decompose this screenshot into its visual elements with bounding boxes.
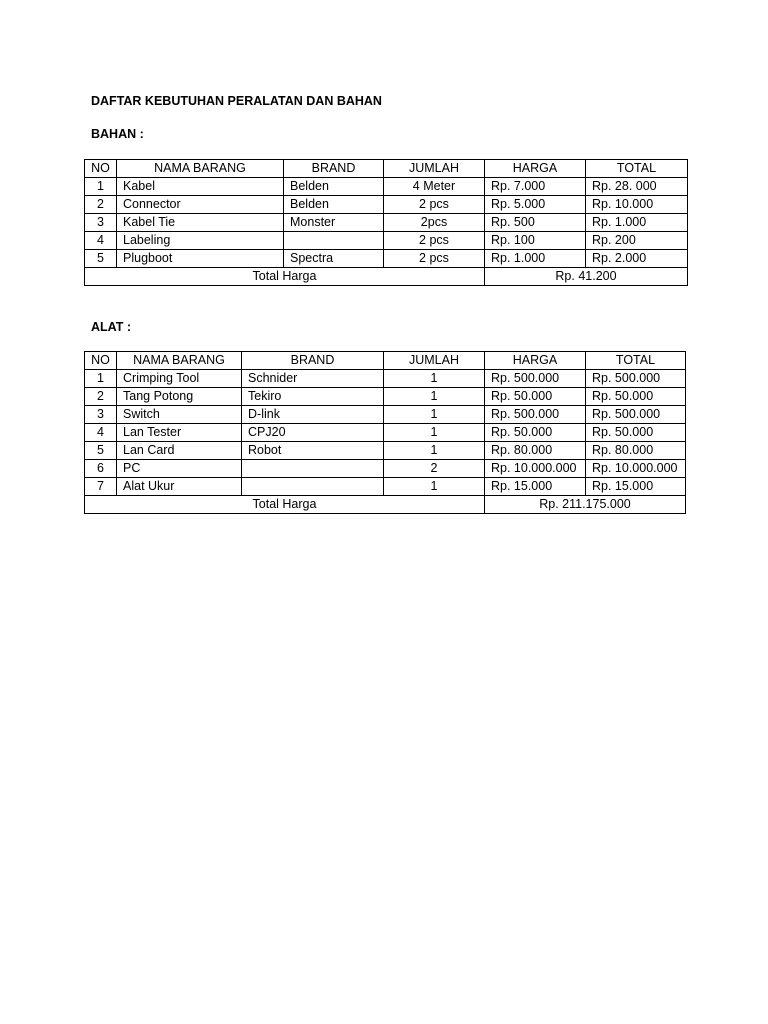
cell-brand: Belden [284, 178, 384, 196]
cell-jumlah: 2 [384, 460, 485, 478]
cell-total: Rp. 50.000 [586, 424, 686, 442]
cell-total: Rp. 2.000 [586, 250, 688, 268]
cell-jumlah: 2 pcs [384, 196, 485, 214]
cell-harga: Rp. 10.000.000 [485, 460, 586, 478]
cell-brand: Belden [284, 196, 384, 214]
cell-total: Rp. 200 [586, 232, 688, 250]
table-row [85, 442, 686, 460]
cell-total: Rp. 10.000 [586, 196, 688, 214]
cell-harga: Rp. 5.000 [485, 196, 586, 214]
header-cell-nama-barang: NAMA BARANG [117, 160, 284, 178]
section-heading-alat: ALAT : [91, 320, 132, 334]
cell-nama-barang: Connector [117, 196, 284, 214]
table-row [85, 460, 686, 478]
cell-brand: CPJ20 [242, 424, 384, 442]
cell-nama-barang: Plugboot [117, 250, 284, 268]
cell-harga: Rp. 7.000 [485, 178, 586, 196]
table-row [85, 232, 688, 250]
cell-nama-barang: Kabel [117, 178, 284, 196]
header-cell-harga: HARGA [485, 352, 586, 370]
cell-total: Rp. 28. 000 [586, 178, 688, 196]
table-row [85, 406, 686, 424]
cell-total: Rp. 1.000 [586, 214, 688, 232]
cell-jumlah: 1 [384, 370, 485, 388]
cell-total: Rp. 500.000 [586, 370, 686, 388]
bahan-table [84, 159, 688, 286]
cell-harga: Rp. 500.000 [485, 406, 586, 424]
header-cell-harga: HARGA [485, 160, 586, 178]
header-cell-jumlah: JUMLAH [384, 352, 485, 370]
cell-jumlah: 2pcs [384, 214, 485, 232]
header-cell-no: NO [85, 160, 117, 178]
cell-no: 2 [85, 388, 117, 406]
table-row [85, 196, 688, 214]
cell-harga: Rp. 100 [485, 232, 586, 250]
total-row [85, 268, 688, 286]
cell-brand [242, 460, 384, 478]
total-value: Rp. 41.200 [485, 268, 688, 286]
total-label: Total Harga [85, 268, 485, 286]
cell-harga: Rp. 15.000 [485, 478, 586, 496]
cell-no: 1 [85, 178, 117, 196]
cell-jumlah: 4 Meter [384, 178, 485, 196]
cell-no: 3 [85, 406, 117, 424]
header-cell-brand: BRAND [284, 160, 384, 178]
header-cell-nama-barang: NAMA BARANG [117, 352, 242, 370]
cell-nama-barang: Switch [117, 406, 242, 424]
cell-jumlah: 1 [384, 478, 485, 496]
cell-jumlah: 2 pcs [384, 250, 485, 268]
cell-no: 4 [85, 232, 117, 250]
cell-no: 5 [85, 442, 117, 460]
cell-no: 7 [85, 478, 117, 496]
cell-nama-barang: PC [117, 460, 242, 478]
header-cell-no: NO [85, 352, 117, 370]
cell-jumlah: 2 pcs [384, 232, 485, 250]
cell-nama-barang: Lan Card [117, 442, 242, 460]
cell-brand: Robot [242, 442, 384, 460]
table-row [85, 178, 688, 196]
cell-brand [284, 232, 384, 250]
cell-jumlah: 1 [384, 442, 485, 460]
cell-jumlah: 1 [384, 388, 485, 406]
header-cell-total: TOTAL [586, 352, 686, 370]
cell-no: 2 [85, 196, 117, 214]
cell-jumlah: 1 [384, 406, 485, 424]
total-value: Rp. 211.175.000 [485, 496, 686, 514]
cell-jumlah: 1 [384, 424, 485, 442]
cell-no: 3 [85, 214, 117, 232]
table-header-row [85, 160, 688, 178]
table-row [85, 250, 688, 268]
cell-harga: Rp. 50.000 [485, 388, 586, 406]
cell-harga: Rp. 500.000 [485, 370, 586, 388]
cell-no: 4 [85, 424, 117, 442]
table-header-row [85, 352, 686, 370]
cell-brand: Monster [284, 214, 384, 232]
cell-no: 6 [85, 460, 117, 478]
cell-no: 1 [85, 370, 117, 388]
cell-harga: Rp. 500 [485, 214, 586, 232]
cell-brand: Spectra [284, 250, 384, 268]
total-label: Total Harga [85, 496, 485, 514]
header-cell-total: TOTAL [586, 160, 688, 178]
cell-nama-barang: Tang Potong [117, 388, 242, 406]
cell-brand [242, 478, 384, 496]
cell-total: Rp. 50.000 [586, 388, 686, 406]
cell-no: 5 [85, 250, 117, 268]
cell-nama-barang: Crimping Tool [117, 370, 242, 388]
section-heading-bahan: BAHAN : [91, 127, 144, 141]
alat-table [84, 351, 686, 514]
cell-harga: Rp. 50.000 [485, 424, 586, 442]
cell-brand: Tekiro [242, 388, 384, 406]
header-cell-brand: BRAND [242, 352, 384, 370]
cell-brand: Schnider [242, 370, 384, 388]
table-row [85, 214, 688, 232]
table-row [85, 424, 686, 442]
table-row [85, 370, 686, 388]
cell-nama-barang: Kabel Tie [117, 214, 284, 232]
cell-total: Rp. 80.000 [586, 442, 686, 460]
cell-brand: D-link [242, 406, 384, 424]
cell-total: Rp. 10.000.000 [586, 460, 686, 478]
cell-total: Rp. 500.000 [586, 406, 686, 424]
table-row [85, 478, 686, 496]
cell-harga: Rp. 80.000 [485, 442, 586, 460]
cell-harga: Rp. 1.000 [485, 250, 586, 268]
table-row [85, 388, 686, 406]
document-title: DAFTAR KEBUTUHAN PERALATAN DAN BAHAN [91, 94, 382, 108]
header-cell-jumlah: JUMLAH [384, 160, 485, 178]
cell-nama-barang: Alat Ukur [117, 478, 242, 496]
cell-nama-barang: Lan Tester [117, 424, 242, 442]
cell-total: Rp. 15.000 [586, 478, 686, 496]
total-row [85, 496, 686, 514]
cell-nama-barang: Labeling [117, 232, 284, 250]
